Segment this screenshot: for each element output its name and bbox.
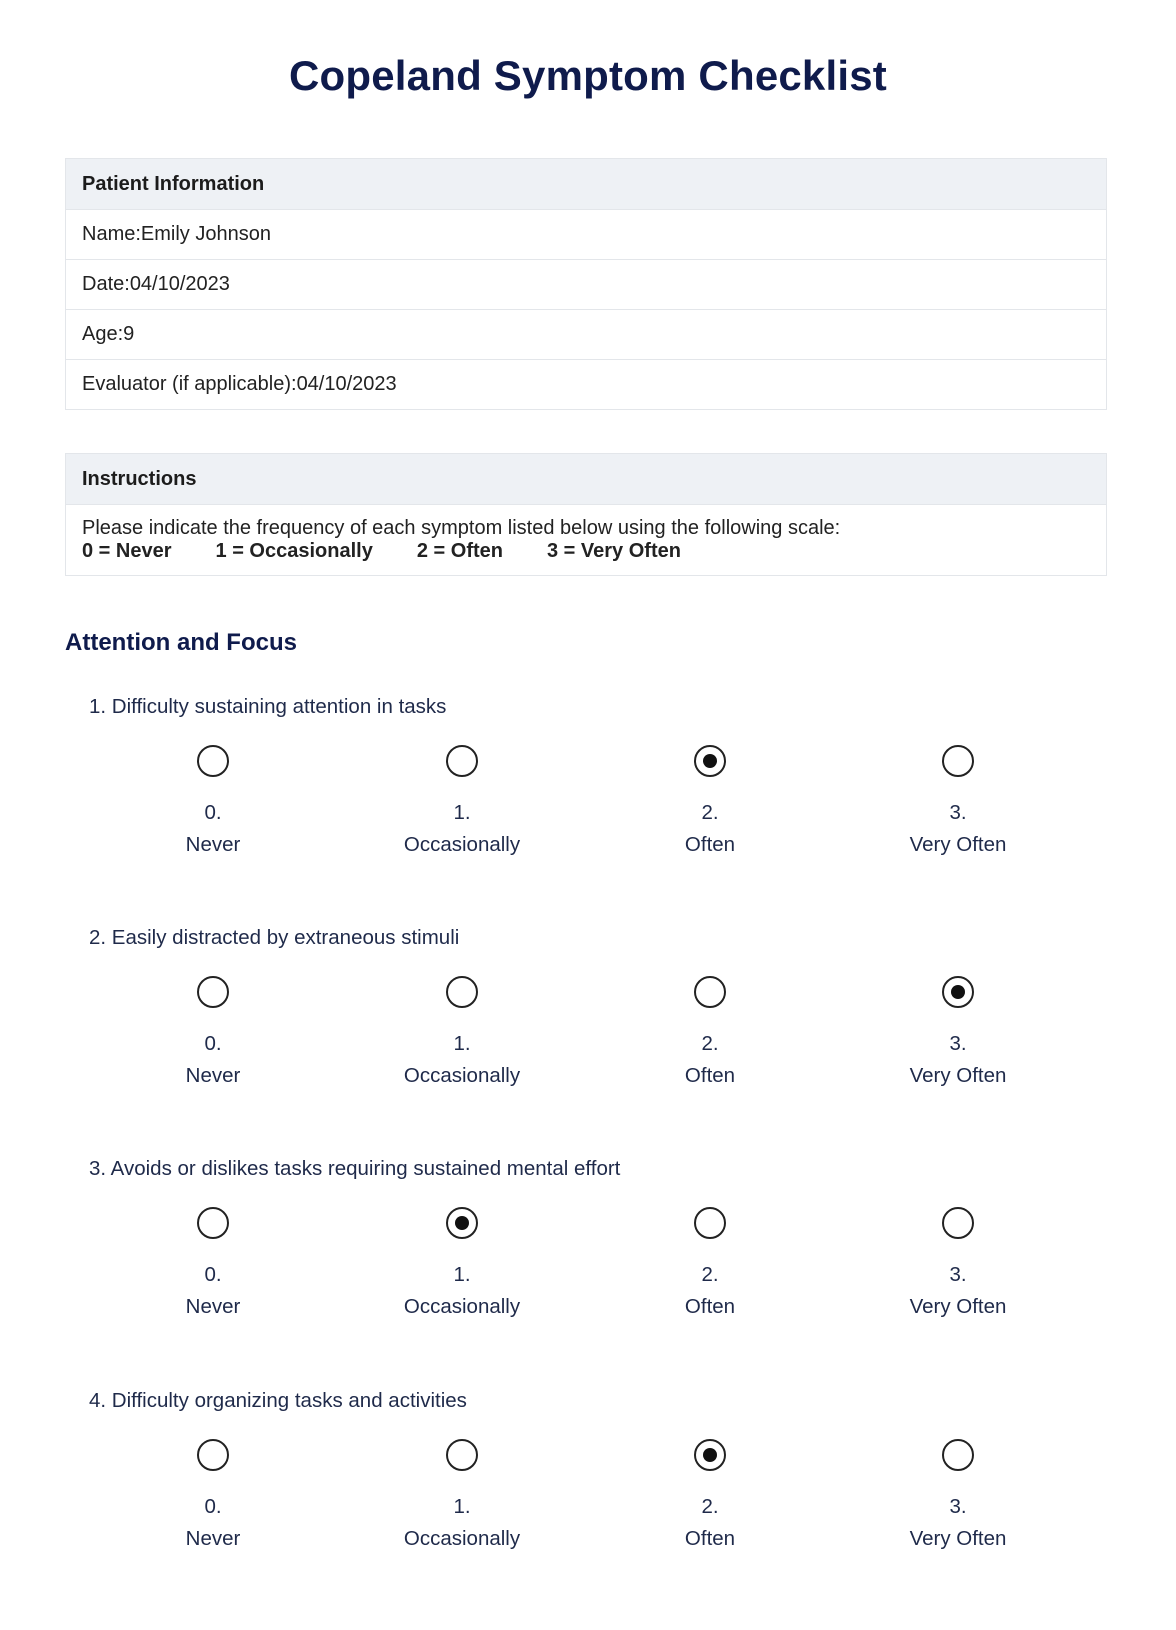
option-number: 3. xyxy=(949,1032,967,1055)
option-number: 1. xyxy=(453,801,471,824)
answer-option[interactable] xyxy=(858,976,1058,1088)
answer-option[interactable] xyxy=(362,745,562,857)
radio-button[interactable] xyxy=(694,1207,726,1239)
answer-option[interactable] xyxy=(858,1439,1058,1551)
answer-option[interactable] xyxy=(113,745,313,857)
patient-name-label: Name: xyxy=(82,223,141,245)
option-label: Very Often xyxy=(909,833,1007,856)
question-text: 3. Avoids or dislikes tasks requiring sustained mental effort xyxy=(89,1157,621,1180)
option-number: 2. xyxy=(701,1263,719,1286)
answer-option[interactable] xyxy=(610,976,810,1088)
patient-name-value: Emily Johnson xyxy=(140,223,271,245)
option-number: 0. xyxy=(204,801,222,824)
option-number: 3. xyxy=(949,1495,967,1518)
option-number: 2. xyxy=(701,801,719,824)
patient-date-value: 04/10/2023 xyxy=(129,273,230,295)
radio-button-selected[interactable] xyxy=(694,1439,726,1471)
patient-information-table xyxy=(65,158,1107,410)
answer-option[interactable] xyxy=(610,1207,810,1319)
scale-item-2: 2 = Often xyxy=(416,540,503,562)
option-number: 1. xyxy=(453,1495,471,1518)
answer-option[interactable] xyxy=(113,1439,313,1551)
radio-button[interactable] xyxy=(197,976,229,1008)
evaluator-value: 04/10/2023 xyxy=(296,373,397,395)
radio-button[interactable] xyxy=(197,1439,229,1471)
question-text: 2. Easily distracted by extraneous stimuli xyxy=(89,926,460,949)
option-label: Never xyxy=(185,1064,241,1087)
option-label: Often xyxy=(684,1527,736,1550)
patient-name-row xyxy=(66,210,1106,260)
instructions-body xyxy=(66,505,1106,575)
answer-option[interactable] xyxy=(362,1439,562,1551)
scale-item-0: 0 = Never xyxy=(82,540,172,562)
radio-button[interactable] xyxy=(942,745,974,777)
scale-legend xyxy=(82,540,1090,563)
option-label: Never xyxy=(185,1527,241,1550)
scale-item-3: 3 = Very Often xyxy=(546,540,681,562)
patient-age-value: 9 xyxy=(123,323,135,345)
option-number: 0. xyxy=(204,1495,222,1518)
radio-button[interactable] xyxy=(942,1439,974,1471)
radio-button[interactable] xyxy=(942,1207,974,1239)
option-number: 1. xyxy=(453,1032,471,1055)
patient-age-label: Age: xyxy=(82,323,124,345)
option-number: 0. xyxy=(204,1032,222,1055)
instructions-text: Please indicate the frequency of each symptom listed below using the following scale: xyxy=(82,517,841,539)
answer-option[interactable] xyxy=(858,1207,1058,1319)
section-title: Attention and Focus xyxy=(65,629,297,656)
radio-button[interactable] xyxy=(694,976,726,1008)
option-label: Very Often xyxy=(909,1295,1007,1318)
radio-button[interactable] xyxy=(446,745,478,777)
option-label: Never xyxy=(185,1295,241,1318)
evaluator-label: Evaluator (if applicable): xyxy=(82,373,297,395)
radio-button[interactable] xyxy=(446,976,478,1008)
question-item xyxy=(0,926,1176,1157)
option-number: 0. xyxy=(204,1263,222,1286)
option-label: Occasionally xyxy=(403,1064,521,1087)
question-item xyxy=(0,1389,1176,1620)
option-label: Occasionally xyxy=(403,1527,521,1550)
question-text: 4. Difficulty organizing tasks and activities xyxy=(89,1389,467,1412)
instructions-box xyxy=(65,453,1107,576)
option-label: Often xyxy=(684,1295,736,1318)
page-title: Copeland Symptom Checklist xyxy=(289,52,887,99)
question-item xyxy=(0,695,1176,926)
radio-button-selected[interactable] xyxy=(942,976,974,1008)
question-item xyxy=(0,1157,1176,1388)
option-number: 2. xyxy=(701,1495,719,1518)
question-text: 1. Difficulty sustaining attention in tasks xyxy=(89,695,447,718)
answer-option[interactable] xyxy=(362,976,562,1088)
option-number: 3. xyxy=(949,801,967,824)
answer-option[interactable] xyxy=(113,1207,313,1319)
radio-button-selected[interactable] xyxy=(694,745,726,777)
answer-option[interactable] xyxy=(362,1207,562,1319)
answer-option[interactable] xyxy=(610,1439,810,1551)
option-number: 1. xyxy=(453,1263,471,1286)
answer-option[interactable] xyxy=(858,745,1058,857)
option-label: Occasionally xyxy=(403,1295,521,1318)
patient-information-header: Patient Information xyxy=(66,159,1106,210)
instructions-header: Instructions xyxy=(66,454,1106,505)
option-label: Very Often xyxy=(909,1064,1007,1087)
radio-button[interactable] xyxy=(197,745,229,777)
option-label: Occasionally xyxy=(403,833,521,856)
option-number: 3. xyxy=(949,1263,967,1286)
radio-button-selected[interactable] xyxy=(446,1207,478,1239)
option-label: Often xyxy=(684,833,736,856)
patient-age-row xyxy=(66,310,1106,360)
option-label: Never xyxy=(185,833,241,856)
option-label: Often xyxy=(684,1064,736,1087)
evaluator-row xyxy=(66,360,1106,409)
answer-option[interactable] xyxy=(113,976,313,1088)
answer-option[interactable] xyxy=(610,745,810,857)
scale-item-1: 1 = Occasionally xyxy=(215,540,373,562)
option-number: 2. xyxy=(701,1032,719,1055)
radio-button[interactable] xyxy=(197,1207,229,1239)
patient-date-label: Date: xyxy=(82,273,130,295)
option-label: Very Often xyxy=(909,1527,1007,1550)
patient-date-row xyxy=(66,260,1106,310)
radio-button[interactable] xyxy=(446,1439,478,1471)
